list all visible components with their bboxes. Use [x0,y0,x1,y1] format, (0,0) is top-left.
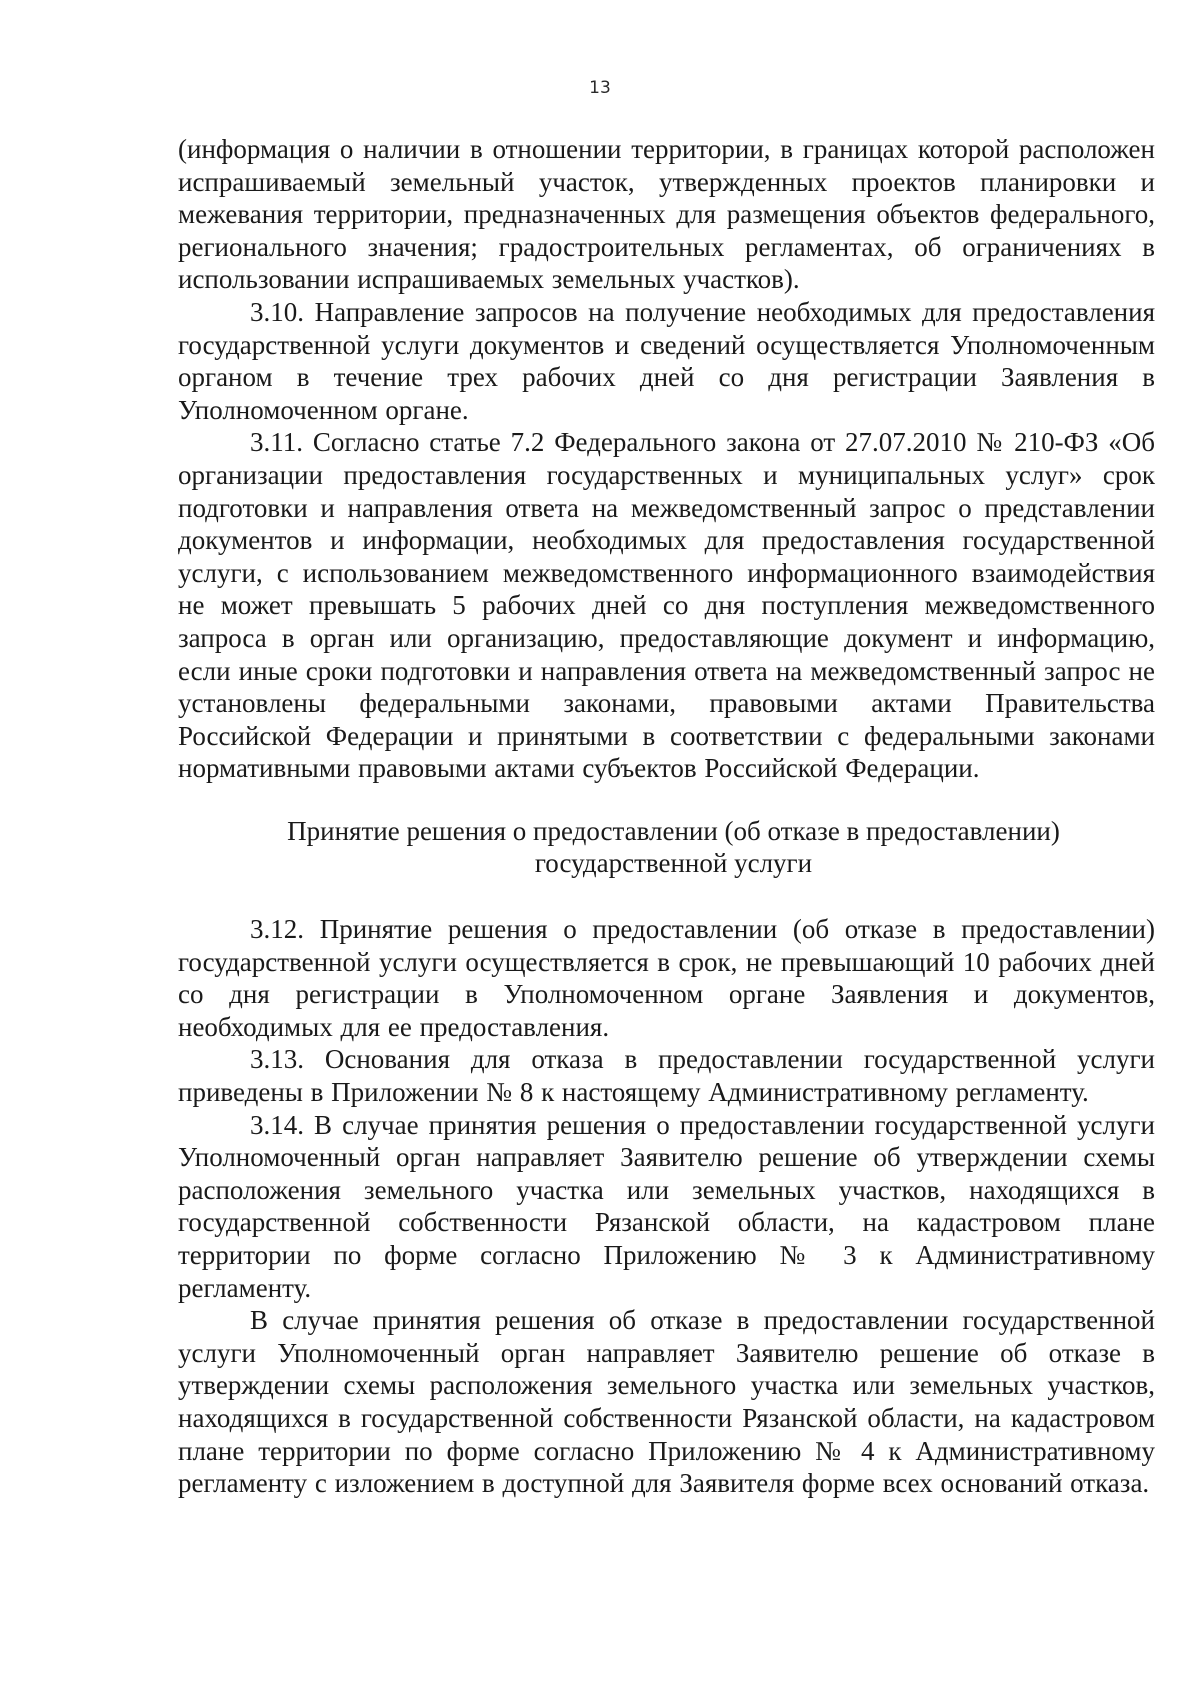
section-heading-line-2: государственной услуги [534,848,813,879]
paragraph-3-11: 3.11. Согласно статье 7.2 Федерального закона от 27.07.2010 № 210-ФЗ «Об организации предоставления государственных и муниципальных услуг» срок подготовки и направления ответа на межведомственный запрос о представлении документов и информации, необходимых для предоставления государственной услуги, с использованием межведомственного информационного взаимодействия не может превышать 5 рабочих дней со дня поступления межведомственного запроса в орган или организацию, предоставляющие документ и информацию, если иные сроки подготовки и направления ответа на межведомственный запрос не установлены федеральными законами, правовыми актами Правительства Российской Федерации и принятыми в соответствии с федеральными законами нормативными правовыми актами субъектов Российской Федерации. [178,427,1155,784]
page-number: 13 [589,78,611,98]
paragraph-3-12: 3.12. Принятие решения о предоставлении (об отказе в предоставлении) государственной услуги осуществляется в срок, не превышающий 10 рабочих дней со дня регистрации в Уполномоченном органе Заявления и документов, необходимых для ее предоставления. [178,914,1155,1042]
paragraph-3-14: 3.14. В случае принятия решения о предоставлении государственной услуги Уполномоченный орган направляет Заявителю решение об утверждении схемы расположения земельного участка или земельных участков, находящихся в государственной собственности Рязанской области, на кадастровом плане территории по форме согласно Приложению № 3 к Административному регламенту. [178,1109,1155,1303]
section-heading [178,815,1155,880]
paragraph-3-13: 3.13. Основания для отказа в предоставлении государственной услуги приведены в Приложении № 8 к настоящему Административному регламенту. [178,1044,1155,1108]
paragraph-refusal: В случае принятия решения об отказе в предоставлении государственной услуги Уполномоченный орган направляет Заявителю решение об отказе в утверждении схемы расположения земельного участка или земельных участков, находящихся в государственной собственности Рязанской области, на кадастровом плане территории по форме согласно Приложению № 4 к Административному регламенту с изложением в доступной для Заявителя форме всех оснований отказа. [178,1305,1155,1499]
paragraph-continuation: (информация о наличии в отношении территории, в границах которой расположен испрашиваемый земельный участок, утвержденных проектов планировки и межевания территории, предназначенных для размещения объектов федерального, регионального значения; градостроительных регламентах, об ограничениях в использовании испрашиваемых земельных участков). [178,134,1155,295]
section-heading-line-1: Принятие решения о предоставлении (об отказе в предоставлении) [287,815,1060,846]
paragraph-3-10: 3.10. Направление запросов на получение необходимых для предоставления государственной услуги документов и сведений осуществляется Уполномоченным органом в течение трех рабочих дней со дня регистрации Заявления в Уполномоченном органе. [178,296,1155,425]
document-body [178,133,1155,1500]
